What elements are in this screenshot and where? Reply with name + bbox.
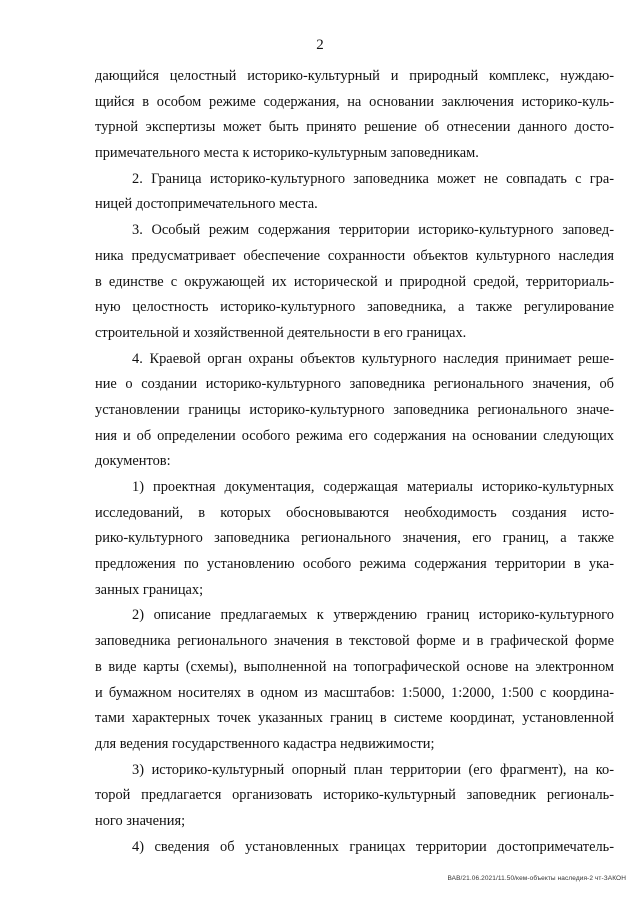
text-line: строительной и хозяйственной деятельности в его границах. <box>95 324 467 341</box>
text-line: примечательного места к историко-культурным заповедникам. <box>95 145 479 162</box>
text-line: 4. Краевой орган охраны объектов культурного наследия принимает реше- <box>132 350 614 367</box>
text-line: документов: <box>95 453 171 470</box>
text-line: дающийся целостный историко-культурный и природный комплекс, нуждаю- <box>95 68 614 84</box>
text-line: торой предлагается организовать историко-культурный заповедник региональ- <box>95 787 614 804</box>
text-line: и бумажном носителях в одном из масштабов: 1:5000, 1:2000, 1:500 с координа- <box>95 684 614 701</box>
text-line: щийся в особом режиме содержания, на основании заключения историко-куль- <box>95 93 614 110</box>
text-line: предложения по установлению особого режима содержания территории в ука- <box>95 556 614 573</box>
text-line: для ведения государственного кадастра недвижимости; <box>95 735 435 752</box>
text-line: 2) описание предлагаемых к утверждению границ историко-культурного <box>132 607 614 624</box>
text-line: 2. Граница историко-культурного заповедника может не совпадать с гра- <box>132 170 614 187</box>
text-line: 3) историко-культурный опорный план территории (его фрагмент), на ко- <box>132 761 614 778</box>
text-line: 3. Особый режим содержания территории историко-культурного заповед- <box>132 222 614 239</box>
document-body <box>95 64 614 860</box>
text-line: 4) сведения об установленных границах территории достопримечатель- <box>132 838 614 855</box>
footer-stamp: ВАВ/21.06.2021/11.50/кем-объекты наследия-2 чт-ЗАКОН <box>447 875 626 882</box>
text-line: в единстве с окружающей их исторической и природной средой, территориаль- <box>95 273 614 290</box>
text-line: ного значения; <box>95 812 186 829</box>
text-line: ния и об определении особого режима его содержания на основании следующих <box>95 427 614 444</box>
text-line: ницей достопримечательного места. <box>95 196 318 213</box>
text-line: исследований, в которых обосновываются необходимость создания исто- <box>95 504 614 521</box>
text-line: тами характерных точек указанных границ в системе координат, установленной <box>95 710 614 727</box>
text-line: рико-культурного заповедника регионального значения, его границ, а также <box>95 530 614 547</box>
text-line: занных границах; <box>95 581 204 598</box>
text-line: заповедника регионального значения в текстовой форме и в графической форме <box>95 633 614 650</box>
page-number: 2 <box>316 37 324 53</box>
text-line: ную целостность историко-культурного заповедника, а также регулирование <box>95 299 614 316</box>
text-line: установлении границы историко-культурного заповедника регионального значе- <box>95 401 614 418</box>
text-line: ника предусматривает обеспечение сохранности объектов культурного наследия <box>95 247 614 264</box>
text-line: в виде карты (схемы), выполненной на топографической основе на электронном <box>95 658 614 675</box>
text-line: ние о создании историко-культурного заповедника регионального значения, об <box>95 376 614 393</box>
text-line: 1) проектная документация, содержащая материалы историко-культурных <box>132 479 614 495</box>
text-line: турной экспертизы может быть принято решение об отнесении данного досто- <box>95 119 614 136</box>
